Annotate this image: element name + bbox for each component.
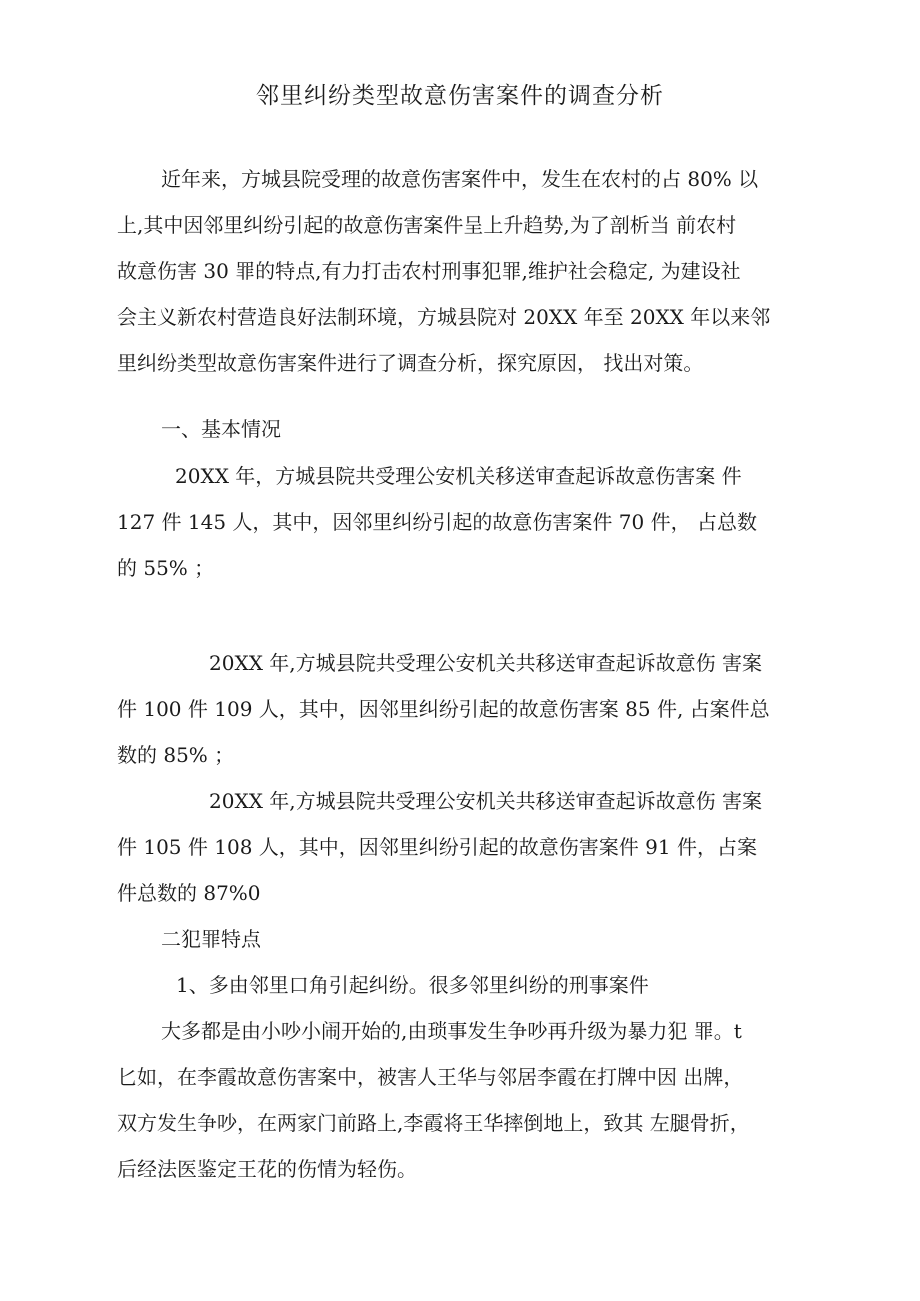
intro-paragraph <box>117 156 817 386</box>
text-line: 近年来，方城县院受理的故意伤害案件中，发生在农村的占 80% 以 <box>161 167 759 191</box>
stat-paragraph-2 <box>117 640 817 778</box>
text-line: 数的 85% ； <box>117 743 235 767</box>
text-line: 里纠纷类型故意伤害案件进行了调查分析，探究原因， 找出对策。 <box>117 351 704 375</box>
text-line: 20XX 年,方城县院共受理公安机关共移送审查起诉故意伤 害案 <box>209 651 762 675</box>
text-line: 会主义新农村营造良好法制环境，方城县院对 20XX 年至 20XX 年以来邻 <box>117 305 771 329</box>
section-heading-features: 二犯罪特点 <box>161 927 261 951</box>
text-line: 上,其中因邻里纠纷引起的故意伤害案件呈上升趋势,为了剖析当 前农村 <box>117 213 737 237</box>
text-line: 件 100 件 109 人，其中，因邻里纠纷引起的故意伤害案 85 件, 占案件总 <box>117 697 770 721</box>
text-line: 大多都是由小吵小闹开始的,由琐事发生争吵再升级为暴力犯 罪。t <box>161 1019 742 1043</box>
section-heading-basic: 一、基本情况 <box>161 417 281 441</box>
text-line: 20XX 年,方城县院共受理公安机关共移送审查起诉故意伤 害案 <box>209 789 762 813</box>
stat-paragraph-3 <box>117 778 817 916</box>
stat-paragraph-1 <box>117 453 817 591</box>
text-line: 20XX 年，方城县院共受理公安机关移送审查起诉故意伤害案 件 <box>175 464 742 488</box>
text-line: 件总数的 87%0 <box>117 881 261 905</box>
text-line: 件 105 件 108 人，其中，因邻里纠纷引起的故意伤害案件 91 件，占案 <box>117 835 757 859</box>
text-line: 127 件 145 人，其中，因邻里纠纷引起的故意伤害案件 70 件， 占总数 <box>117 510 757 534</box>
detail-paragraph <box>117 1008 817 1192</box>
text-line: 后经法医鉴定王花的伤情为轻伤。 <box>117 1157 417 1181</box>
text-line: 双方发生争吵，在两家门前路上,李霞将王华摔倒地上，致其 左腿骨折， <box>117 1111 750 1135</box>
text-line: 的 55% ； <box>117 556 215 580</box>
document-title: 邻里纠纷类型故意伤害案件的调查分析 <box>256 83 664 109</box>
subsection-heading-disputes: 1、多由邻里口角引起纠纷。很多邻里纠纷的刑事案件 <box>176 973 649 997</box>
text-line: 故意伤害 30 罪的特点,有力打击农村刑事犯罪,维护社会稳定, 为建设社 <box>117 259 741 283</box>
text-line: 匕如，在李霞故意伤害案中，被害人王华与邻居李霞在打牌中因 出牌， <box>117 1065 744 1089</box>
